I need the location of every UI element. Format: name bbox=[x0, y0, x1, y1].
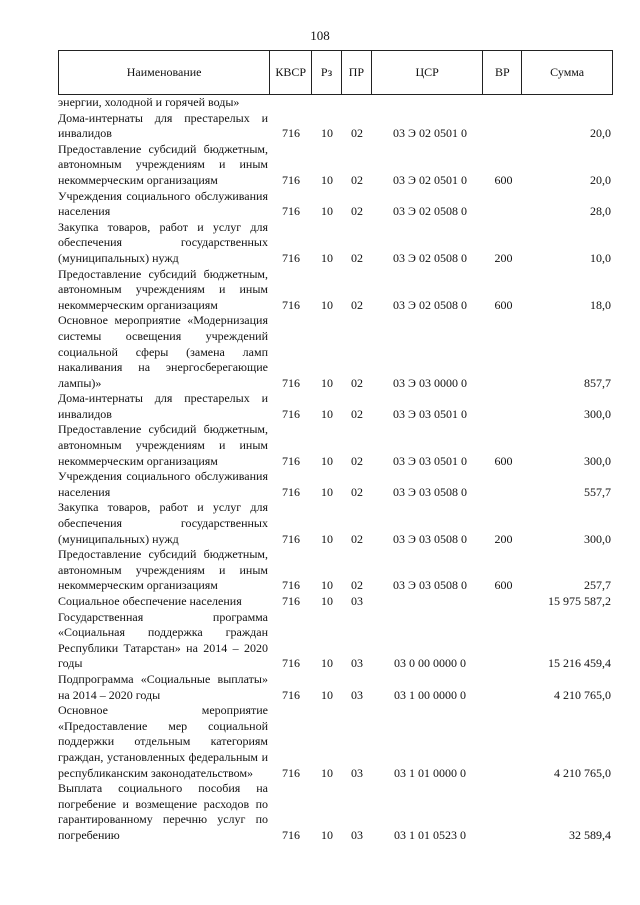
cell-pr: 02 bbox=[351, 250, 363, 265]
cell-csr: 03 Э 02 0501 0 bbox=[393, 172, 467, 187]
cell-kvsr: 716 bbox=[282, 827, 300, 842]
table-row bbox=[58, 422, 613, 469]
cell-name: Социальное обеспечение населения bbox=[58, 594, 242, 608]
cell-pr: 02 bbox=[351, 297, 363, 312]
table-row bbox=[58, 672, 613, 703]
table-row bbox=[58, 547, 613, 594]
cell-csr: 03 Э 03 0508 0 bbox=[393, 531, 467, 546]
cell-rz: 10 bbox=[321, 204, 333, 219]
cell-name: Учреждения социального обслуживания населения bbox=[58, 469, 268, 499]
cell-sum: 28,0 bbox=[590, 204, 611, 219]
cell-kvsr: 716 bbox=[282, 453, 300, 468]
cell-rz: 10 bbox=[321, 126, 333, 141]
cell-name: Закупка товаров, работ и услуг для обеспечения государственных (муниципальных) нужд bbox=[58, 500, 268, 546]
cell-rz: 10 bbox=[321, 594, 333, 608]
header-rz: Рз bbox=[312, 51, 342, 94]
cell-name: Предоставление субсидий бюджетным, автономным учреждениям и иным некоммерческим организациям bbox=[58, 141, 268, 187]
page-number: 108 bbox=[310, 28, 330, 43]
header-sum: Сумма bbox=[550, 65, 585, 79]
cell-pr: 03 bbox=[351, 656, 363, 671]
table-row bbox=[58, 500, 613, 547]
table-row bbox=[58, 313, 613, 391]
table-body bbox=[58, 95, 613, 844]
cell-pr: 03 bbox=[351, 687, 363, 702]
cell-pr: 02 bbox=[351, 578, 363, 593]
cell-pr: 03 bbox=[351, 765, 363, 780]
header-kvsr: КВСР bbox=[270, 51, 312, 94]
cell-csr: 03 0 00 0000 0 bbox=[394, 656, 466, 671]
cell-kvsr: 716 bbox=[282, 250, 300, 265]
cell-vr: 200 bbox=[494, 531, 513, 546]
cell-vr: 600 bbox=[494, 172, 513, 187]
cell-csr: 03 Э 03 0501 0 bbox=[393, 406, 467, 421]
cell-kvsr: 716 bbox=[282, 406, 300, 421]
cell-pr: 02 bbox=[351, 531, 363, 546]
cell-pr: 02 bbox=[351, 375, 363, 390]
table-row bbox=[58, 781, 613, 843]
cell-name: Предоставление субсидий бюджетным, автономным учреждениям и иным некоммерческим организациям bbox=[58, 266, 268, 312]
cell-kvsr: 716 bbox=[282, 204, 300, 219]
cell-pr: 03 bbox=[351, 594, 363, 608]
cell-rz: 10 bbox=[321, 484, 333, 499]
cell-csr: 03 Э 02 0508 0 bbox=[393, 250, 467, 265]
cell-pr: 02 bbox=[351, 484, 363, 499]
table-row bbox=[58, 95, 613, 111]
cell-name: Дома-интернаты для престарелых и инвалидов bbox=[58, 391, 268, 421]
cell-csr: 03 1 01 0000 0 bbox=[394, 765, 466, 780]
cell-name: энергии, холодной и горячей воды» bbox=[58, 95, 240, 109]
cell-kvsr: 716 bbox=[282, 594, 300, 608]
cell-name: Выплата социального пособия на погребение и возмещение расходов по гарантированному перечню услуг по погребению bbox=[58, 781, 268, 842]
cell-sum: 300,0 bbox=[584, 453, 611, 468]
cell-sum: 557,7 bbox=[584, 484, 611, 499]
cell-kvsr: 716 bbox=[282, 172, 300, 187]
cell-vr: 600 bbox=[494, 297, 513, 312]
cell-csr: 03 Э 02 0508 0 bbox=[393, 297, 467, 312]
cell-name: Учреждения социального обслуживания населения bbox=[58, 188, 268, 219]
cell-sum: 300,0 bbox=[584, 406, 611, 421]
cell-pr: 02 bbox=[351, 453, 363, 468]
cell-rz: 10 bbox=[321, 656, 333, 671]
cell-kvsr: 716 bbox=[282, 297, 300, 312]
header-name: Наименование bbox=[59, 51, 270, 94]
table-row bbox=[58, 267, 613, 314]
cell-csr: 03 Э 02 0501 0 bbox=[393, 126, 467, 141]
table-row bbox=[58, 391, 613, 422]
table-row bbox=[58, 469, 613, 500]
cell-csr: 03 Э 03 0501 0 bbox=[393, 453, 467, 468]
cell-vr: 600 bbox=[494, 578, 513, 593]
cell-kvsr: 716 bbox=[282, 484, 300, 499]
cell-rz: 10 bbox=[321, 375, 333, 390]
table-row bbox=[58, 610, 613, 672]
header-pr: ПР bbox=[342, 51, 372, 94]
cell-kvsr: 716 bbox=[282, 687, 300, 702]
cell-csr: 03 Э 03 0508 0 bbox=[393, 484, 467, 499]
cell-name: Дома-интернаты для престарелых и инвалидов bbox=[58, 110, 268, 141]
cell-name: Государственная программа «Социальная поддержка граждан Республики Татарстан» на 2014 – 2020 годы bbox=[58, 609, 268, 671]
table-header bbox=[58, 50, 613, 95]
cell-name: Закупка товаров, работ и услуг для обеспечения государственных (муниципальных) нужд bbox=[58, 219, 268, 265]
cell-rz: 10 bbox=[321, 765, 333, 780]
table-row bbox=[58, 220, 613, 267]
cell-pr: 02 bbox=[351, 204, 363, 219]
header-csr: ЦСР bbox=[372, 51, 484, 94]
cell-rz: 10 bbox=[321, 297, 333, 312]
cell-csr: 03 Э 03 0508 0 bbox=[393, 578, 467, 593]
cell-sum: 857,7 bbox=[584, 375, 611, 390]
cell-name: Предоставление субсидий бюджетным, автономным учреждениям и иным некоммерческим организациям bbox=[58, 422, 268, 468]
cell-sum: 15 216 459,4 bbox=[548, 656, 611, 671]
cell-pr: 02 bbox=[351, 126, 363, 141]
cell-sum: 20,0 bbox=[590, 126, 611, 141]
cell-sum: 32 589,4 bbox=[569, 827, 611, 842]
table-row bbox=[58, 703, 613, 781]
header-vr: ВР bbox=[483, 51, 522, 94]
cell-csr: 03 1 01 0523 0 bbox=[394, 827, 466, 842]
cell-kvsr: 716 bbox=[282, 375, 300, 390]
table-row bbox=[58, 189, 613, 220]
cell-name: Основное мероприятие «Модернизация системы освещения учреждений социальной сферы (замена ламп накаливания на энергосберегающие лампы)» bbox=[58, 313, 268, 390]
cell-rz: 10 bbox=[321, 687, 333, 702]
cell-sum: 257,7 bbox=[584, 578, 611, 593]
cell-sum: 4 210 765,0 bbox=[554, 687, 611, 702]
table-row bbox=[58, 111, 613, 142]
cell-kvsr: 716 bbox=[282, 765, 300, 780]
cell-kvsr: 716 bbox=[282, 578, 300, 593]
cell-rz: 10 bbox=[321, 250, 333, 265]
cell-sum: 4 210 765,0 bbox=[554, 765, 611, 780]
cell-sum: 15 975 587,2 bbox=[548, 594, 611, 608]
table-row bbox=[58, 142, 613, 189]
cell-kvsr: 716 bbox=[282, 531, 300, 546]
cell-pr: 02 bbox=[351, 406, 363, 421]
cell-rz: 10 bbox=[321, 406, 333, 421]
cell-rz: 10 bbox=[321, 827, 333, 842]
cell-vr: 600 bbox=[494, 453, 513, 468]
cell-sum: 10,0 bbox=[590, 250, 611, 265]
cell-rz: 10 bbox=[321, 531, 333, 546]
cell-name: Основное мероприятие «Предоставление мер социальной поддержки отдельным категориям граждан, установленных федеральным и республиканским законодательством» bbox=[58, 703, 268, 780]
cell-csr: 03 Э 02 0508 0 bbox=[393, 204, 467, 219]
cell-kvsr: 716 bbox=[282, 656, 300, 671]
cell-csr: 03 Э 03 0000 0 bbox=[393, 375, 467, 390]
table-row bbox=[58, 594, 613, 610]
cell-pr: 02 bbox=[351, 172, 363, 187]
cell-sum: 18,0 bbox=[590, 297, 611, 312]
cell-vr: 200 bbox=[494, 250, 513, 265]
cell-sum: 300,0 bbox=[584, 531, 611, 546]
cell-sum: 20,0 bbox=[590, 172, 611, 187]
cell-pr: 03 bbox=[351, 827, 363, 842]
cell-rz: 10 bbox=[321, 453, 333, 468]
cell-rz: 10 bbox=[321, 578, 333, 593]
cell-csr: 03 1 00 0000 0 bbox=[394, 687, 466, 702]
cell-rz: 10 bbox=[321, 172, 333, 187]
cell-name: Подпрограмма «Социальные выплаты» на 2014 – 2020 годы bbox=[58, 671, 268, 702]
cell-kvsr: 716 bbox=[282, 126, 300, 141]
cell-name: Предоставление субсидий бюджетным, автономным учреждениям и иным некоммерческим организациям bbox=[58, 547, 268, 593]
